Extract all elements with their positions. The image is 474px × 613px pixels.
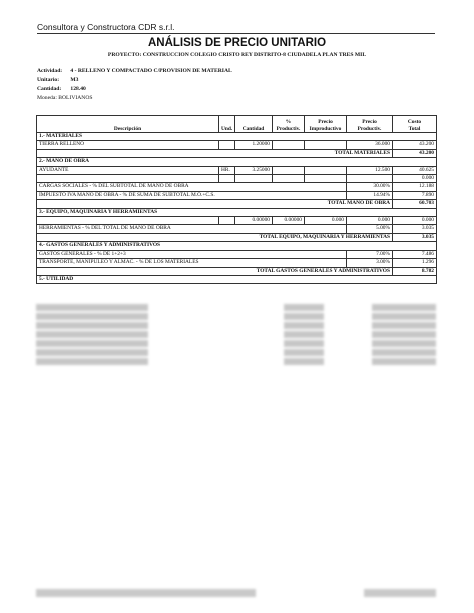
blurred-footer bbox=[36, 589, 436, 597]
total-gastos-label: TOTAL GASTOS GENERALES Y ADMINISTRATIVOS bbox=[37, 267, 393, 275]
table-row: CARGAS SOCIALES - % DEL SUBTOTAL DE MANO DE OBRA 30.00% 12.188 bbox=[37, 183, 437, 191]
total-equipo-value: 3.035 bbox=[393, 233, 437, 241]
table-row: IMPUESTO IVA MANO DE OBRA - % DE SUMA DE SUBTOTAL M.O.+C.S. 14.94% 7.890 bbox=[37, 191, 437, 199]
table-row: 0.00000 0.00000 0.000 0.000 0.000 bbox=[37, 217, 437, 225]
table-row: AYUDANTE HR. 3.25000 12.500 40.625 bbox=[37, 166, 437, 174]
total-equipo-label: TOTAL EQUIPO, MAQUINARIA Y HERRAMIENTAS bbox=[37, 233, 393, 241]
quantity-value: 128.40 bbox=[70, 86, 86, 92]
table-row: GASTOS GENERALES - % DE 1+2+3 7.00% 7.486 bbox=[37, 250, 437, 258]
page-title: ANÁLISIS DE PRECIO UNITARIO bbox=[147, 37, 327, 49]
total-materiales-label: TOTAL MATERIALES bbox=[37, 149, 393, 157]
unit-line: Unitario: M3 bbox=[37, 77, 79, 83]
total-gastos-value: 8.782 bbox=[393, 267, 437, 275]
company-name: Consultora y Constructora CDR s.r.l. bbox=[37, 22, 435, 34]
total-mano-obra-value: 60.703 bbox=[393, 200, 437, 208]
price-analysis-table bbox=[36, 115, 437, 284]
section-mano-obra: 2.- MANO DE OBRA bbox=[37, 158, 437, 166]
section-materiales: 1.- MATERIALES bbox=[37, 133, 437, 141]
col-und: Und. bbox=[219, 116, 235, 133]
activity-line: Actividad: 4 - RELLENO Y COMPACTADO C/PROVISION DE MATERIAL bbox=[37, 68, 232, 74]
section-equipo: 3.- EQUIPO, MAQUINARIA Y HERRAMIENTAS bbox=[37, 208, 437, 216]
section-gastos: 4.- GASTOS GENERALES Y ADMINISTRATIVOS bbox=[37, 242, 437, 250]
total-mano-obra-label: TOTAL MANO DE OBRA bbox=[37, 200, 393, 208]
activity-value: 4 - RELLENO Y COMPACTADO C/PROVISION DE MATERIAL bbox=[70, 68, 232, 74]
table-row: TRANSPORTE, MANIPULEO Y ALMAC. - % DE LOS MATERIALES 3.00% 1.296 bbox=[37, 259, 437, 267]
table-row: TIERRA RELLENO 1.20000 36.000 43.200 bbox=[37, 141, 437, 149]
quantity-line: Cantidad: 128.40 bbox=[37, 86, 86, 92]
col-descripcion: Descripción bbox=[37, 116, 219, 133]
unit-value: M3 bbox=[70, 77, 79, 83]
col-precio-improductivo: Precio Improductivo bbox=[305, 116, 347, 133]
blurred-content bbox=[36, 304, 436, 367]
project-name: PROYECTO: CONSTRUCCION COLEGIO CRISTO REY DISTRITO-8 CIUDADELA PLAN TRES MIL bbox=[107, 52, 367, 58]
col-costo-total: Costo Total bbox=[393, 116, 437, 133]
section-utilidad: 5.- UTILIDAD bbox=[37, 275, 437, 283]
col-productiv-pct: % Productiv. bbox=[273, 116, 305, 133]
table-row: HERRAMIENTAS - % DEL TOTAL DE MANO DE OBRA 5.00% 3.035 bbox=[37, 225, 437, 233]
table-row: 0.000 bbox=[37, 175, 437, 183]
col-cantidad: Cantidad bbox=[235, 116, 273, 133]
currency-line: Moneda: BOLIVIANOS bbox=[37, 95, 93, 101]
col-precio-productiv: Precio Productiv. bbox=[347, 116, 393, 133]
table-header bbox=[37, 116, 437, 133]
total-materiales-value: 43.200 bbox=[393, 149, 437, 157]
